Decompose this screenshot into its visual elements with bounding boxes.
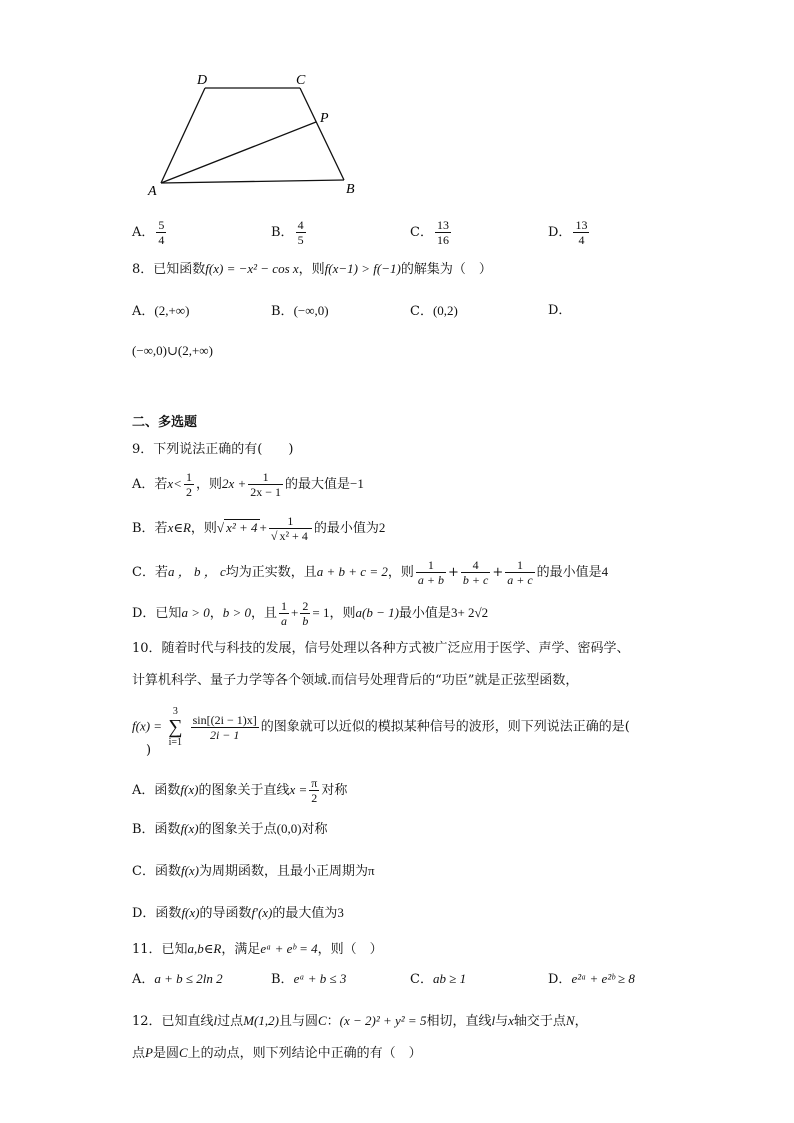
q10-formula-line: f(x) = 3 ∑ i=1 $\frac{\sin[(2i - 1)x]}{2i - 1}$ 的图象就可以近似的模拟某种信号的波形，则下列说法正确的是( — [132, 706, 630, 748]
q10-option-a[interactable]: A．函数f(x)的图象关于直线x = $\frac{\pi}{2}$ 对称 — [132, 776, 348, 805]
q11-stem: 11．已知a,b∈R，满足eᵃ + eᵇ = 4，则（ ） — [132, 941, 383, 957]
label-A: A — [148, 184, 157, 199]
q10-option-d[interactable]: D．函数f(x)的导函数f′(x)的最大值为3 — [132, 905, 344, 921]
segment-AP — [161, 122, 316, 183]
q10-line4: ) — [146, 743, 152, 758]
q7-option-c[interactable]: C． $\frac{13}{16}$ — [410, 218, 449, 247]
q12-line2: 点P是圆C上的动点，则下列结论中正确的有（ ） — [132, 1045, 422, 1061]
edge-CB — [300, 88, 344, 180]
label-D: D — [197, 73, 208, 88]
q10-option-b[interactable]: B．函数f(x)的图象关于点(0,0)对称 — [132, 821, 328, 837]
q10-line1: 10．随着时代与科技的发展，信号处理以各种方式被广泛应用于医学、声学、密码学、 — [132, 641, 630, 656]
q9-option-c[interactable]: C．若a ， b ， c均为正实数，且a + b + c = 2，则 $\frac{1}{a + b}$ + $\frac{4}{b + c}$ + $\frac{1}{a + c}$ 的最小值是4 — [132, 558, 609, 587]
section-title: 二、多选题 — [132, 415, 198, 430]
q8-option-c[interactable]: C．(0,2) — [410, 303, 458, 319]
q11-option-a[interactable]: A．a + b ≤ 2ln 2 — [132, 971, 223, 987]
q7-option-d[interactable]: D． $\frac{13}{4}$ — [548, 218, 588, 247]
edge-AB — [161, 180, 344, 183]
q7-option-a[interactable]: A． $\frac{5}{4}$ — [132, 218, 165, 247]
q11-option-d[interactable]: D．e²ᵃ + e²ᵇ ≥ 8 — [548, 971, 635, 987]
label-C: C — [296, 73, 306, 88]
q9-option-b[interactable]: B．若x∈R，则√ x² + 4 + $\frac{1}{\text{√ x² + 4}}$ 的最小值为2 — [132, 514, 386, 543]
q8-stem: 8．已知函数f(x) = −x² − cos x，则f(x−1) > f(−1)的解集为（ ） — [132, 261, 492, 277]
q12-line1: 12．已知直线l过点M(1,2)且与圆C：(x − 2)² + y² = 5相切，直线l与x轴交于点N， — [132, 1013, 588, 1029]
label-B: B — [346, 182, 355, 197]
q9-stem: 9．下列说法正确的有( ) — [132, 442, 294, 457]
q8-option-d-value: (−∞,0)∪(2,+∞) — [132, 343, 213, 358]
q8-option-a[interactable]: A．(2,+∞) — [132, 303, 190, 319]
q10-option-c[interactable]: C．函数f(x)为周期函数，且最小正周期为π — [132, 863, 375, 879]
q8-option-b[interactable]: B．(−∞,0) — [271, 303, 329, 319]
label-P: P — [320, 111, 329, 126]
q11-option-b[interactable]: B．eᵃ + b ≤ 3 — [271, 971, 347, 987]
q7-option-b[interactable]: B． $\frac{4}{5}$ — [271, 218, 304, 247]
q9-option-a[interactable]: A．若x< $\frac{1}{2}$ ，则2x + $\frac{1}{2x - 1}$ 的最大值是−1 — [132, 470, 364, 499]
trapezoid-figure — [0, 0, 794, 210]
q11-option-c[interactable]: C．ab ≥ 1 — [410, 971, 467, 987]
q10-line2: 计算机科学、量子力学等各个领域.而信号处理背后的“功臣”就是正弦型函数， — [132, 673, 579, 688]
q9-option-d[interactable]: D．已知a > 0，b > 0，且 $\frac{1}{a}$ + $\frac{2}{b}$ = 1，则a(b − 1)最小值是3+ 2√2 — [132, 599, 489, 628]
q8-option-d[interactable]: D． — [548, 303, 572, 318]
